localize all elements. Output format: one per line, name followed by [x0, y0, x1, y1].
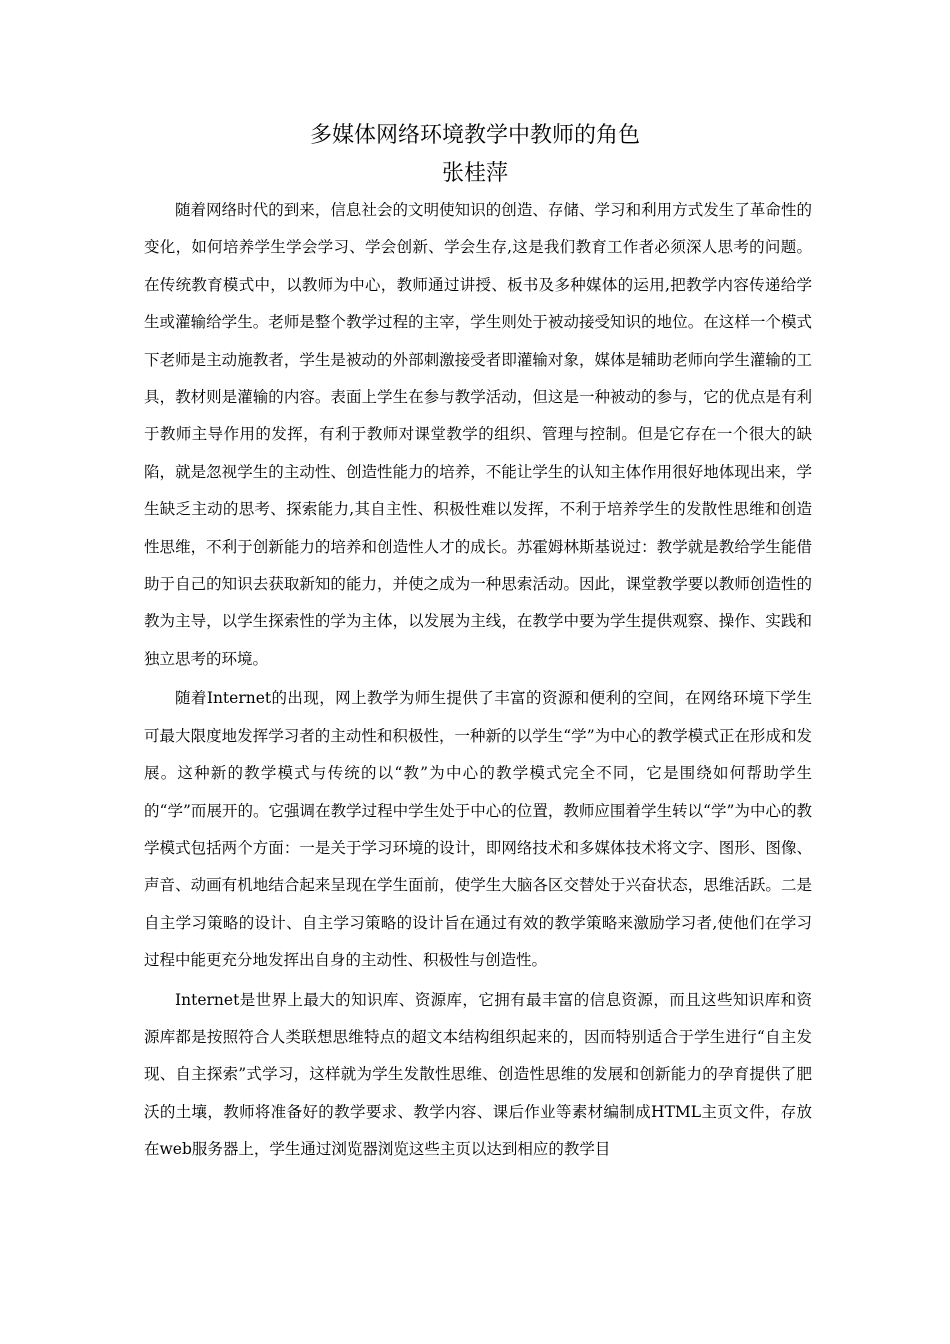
paragraph-2: 随着Internet的出现，网上教学为师生提供了丰富的资源和便利的空间，在网络环境下学生可最大限度地发挥学习者的主动性和积极性，一种新的以学生“学”为中心的教学模式正在形成和发展。这种新的教学模式与传统的以“教”为中心的教学模式完全不同，它是围绕如何帮助学生的“学”而展开的。它强调在教学过程中学生处于中心的位置，教师应围着学生转以“学”为中心的教学模式包括两个方面：一是关于学习环境的设计，即网络技术和多媒体技术将文字、图形、图像、声音、动画有机地结合起来呈现在学生面前，使学生大脑各区交替处于兴奋状态，思维活跃。二是自主学习策略的设计、自主学习策略的设计旨在通过有效的教学策略来激励学习者,使他们在学习过程中能更充分地发挥出自身的主动性、积极性与创造性。 — [144, 689, 812, 970]
paragraph-1: 随着网络时代的到来，信息社会的文明使知识的创造、存储、学习和利用方式发生了革命性的变化，如何培养学生学会学习、学会创新、学会生存,这是我们教育工作者必须深人思考的问题。在传统教育模式中，以教师为中心，教师通过讲授、板书及多种媒体的运用,把教学内容传递给学生或灌输给学生。老师是整个教学过程的主宰，学生则处于被动接受知识的地位。在这样一个模式下老师是主动施教者，学生是被动的外部刺激接受者即灌输对象，媒体是辅助老师向学生灌输的工具，教材则是灌输的内容。表面上学生在参与教学活动，但这是一种被动的参与，它的优点是有利于教师主导作用的发挥，有利于教师对课堂教学的组织、管理与控制。但是它存在一个很大的缺陷，就是忽视学生的主动性、创造性能力的培养，不能让学生的认知主体作用很好地体现出来，学生缺乏主动的思考、探索能力,其自主性、积极性难以发挥，不利于培养学生的发散性思维和创造性思维，不利于创新能力的培养和创造性人才的成长。苏霍姆林斯基说过：教学就是教给学生能借助于自己的知识去获取新知的能力，并使之成为一种思索活动。因此，课堂教学要以教师创造性的教为主导，以学生探索性的学为主体，以发展为主线，在教学中要为学生提供观察、操作、实践和独立思考的环境。 — [144, 201, 812, 668]
paragraph-3: Internet是世界上最大的知识库、资源库，它拥有最丰富的信息资源，而且这些知识库和资源库都是按照符合人类联想思维特点的超文本结构组织起来的，因而特别适合于学生进行“自主发现、自主探索”式学习，这样就为学生发散性思维、创造性思维的发展和创新能力的孕育提供了肥沃的土壤，教师将准备好的教学要求、教学内容、课后作业等素材编制成HTML主页文件，存放在web服务器上，学生通过浏览器浏览这些主页以达到相应的教学目 — [144, 990, 812, 1159]
document-author: 张桂萍 — [441, 161, 508, 186]
document-body — [144, 192, 812, 1169]
document-title: 多媒体网络环境教学中教师的角色 — [309, 123, 640, 148]
